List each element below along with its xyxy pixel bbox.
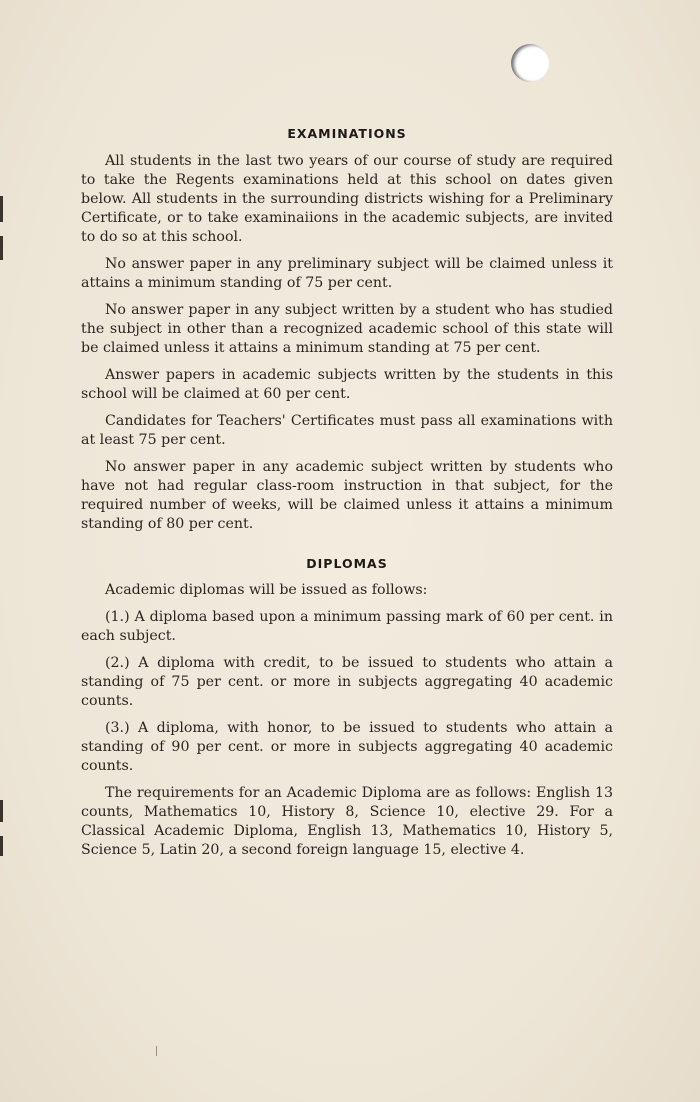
examinations-heading: EXAMINATIONS — [287, 126, 407, 141]
diplomas-paragraph: (2.) A diploma with credit, to be issued to students who attain a standing of 75 per cent. or more in subjects aggregating 40 academic counts. — [81, 655, 613, 709]
examinations-paragraph: No answer paper in any subject written by a student who has studied the subject in other than a recognized academic school of this state will be claimed unless it attains a minimum standing at 75 per cent. — [81, 302, 613, 356]
binding-mark — [0, 800, 3, 822]
examinations-paragraph: Candidates for Teachers' Certificates must pass all examinations with at least 75 per cent. — [81, 413, 613, 448]
diplomas-heading: DIPLOMAS — [306, 556, 388, 571]
diplomas-paragraph: Academic diplomas will be issued as follows: — [105, 582, 428, 598]
examinations-paragraph: No answer paper in any academic subject written by students who have not had regular class-room instruction in that subject, for the required number of weeks, will be claimed unless it attains a minimum standing of 80 per cent. — [81, 459, 613, 532]
document-body — [81, 124, 613, 868]
stray-mark — [156, 1046, 157, 1056]
examinations-paragraph: All students in the last two years of our course of study are required to take the Regents examinations held at this school on dates given below. All students in the surrounding districts wishing for a Preliminary Certificate, or to take examinaiions in the academic subjects, are invited to do so at this school. — [81, 153, 613, 245]
binding-mark — [0, 836, 3, 856]
diplomas-paragraph: (1.) A diploma based upon a minimum passing mark of 60 per cent. in each subject. — [81, 609, 613, 644]
examinations-paragraph: Answer papers in academic subjects written by the students in this school will be claimed at 60 per cent. — [81, 367, 613, 402]
punch-hole — [511, 44, 549, 82]
examinations-paragraph: No answer paper in any preliminary subject will be claimed unless it attains a minimum standing of 75 per cent. — [81, 256, 613, 291]
diplomas-paragraph: (3.) A diploma, with honor, to be issued to students who attain a standing of 90 per cent. or more in subjects aggregating 40 academic counts. — [81, 720, 613, 774]
binding-mark — [0, 196, 3, 222]
binding-mark — [0, 236, 3, 260]
diplomas-paragraph: The requirements for an Academic Diploma are as follows: English 13 counts, Mathematics 10, History 8, Science 10, elective 29. For a Classical Academic Diploma, English 13, Mathematics 10, History 5, Science 5, Latin 20, a second foreign language 15, elective 4. — [81, 785, 613, 858]
